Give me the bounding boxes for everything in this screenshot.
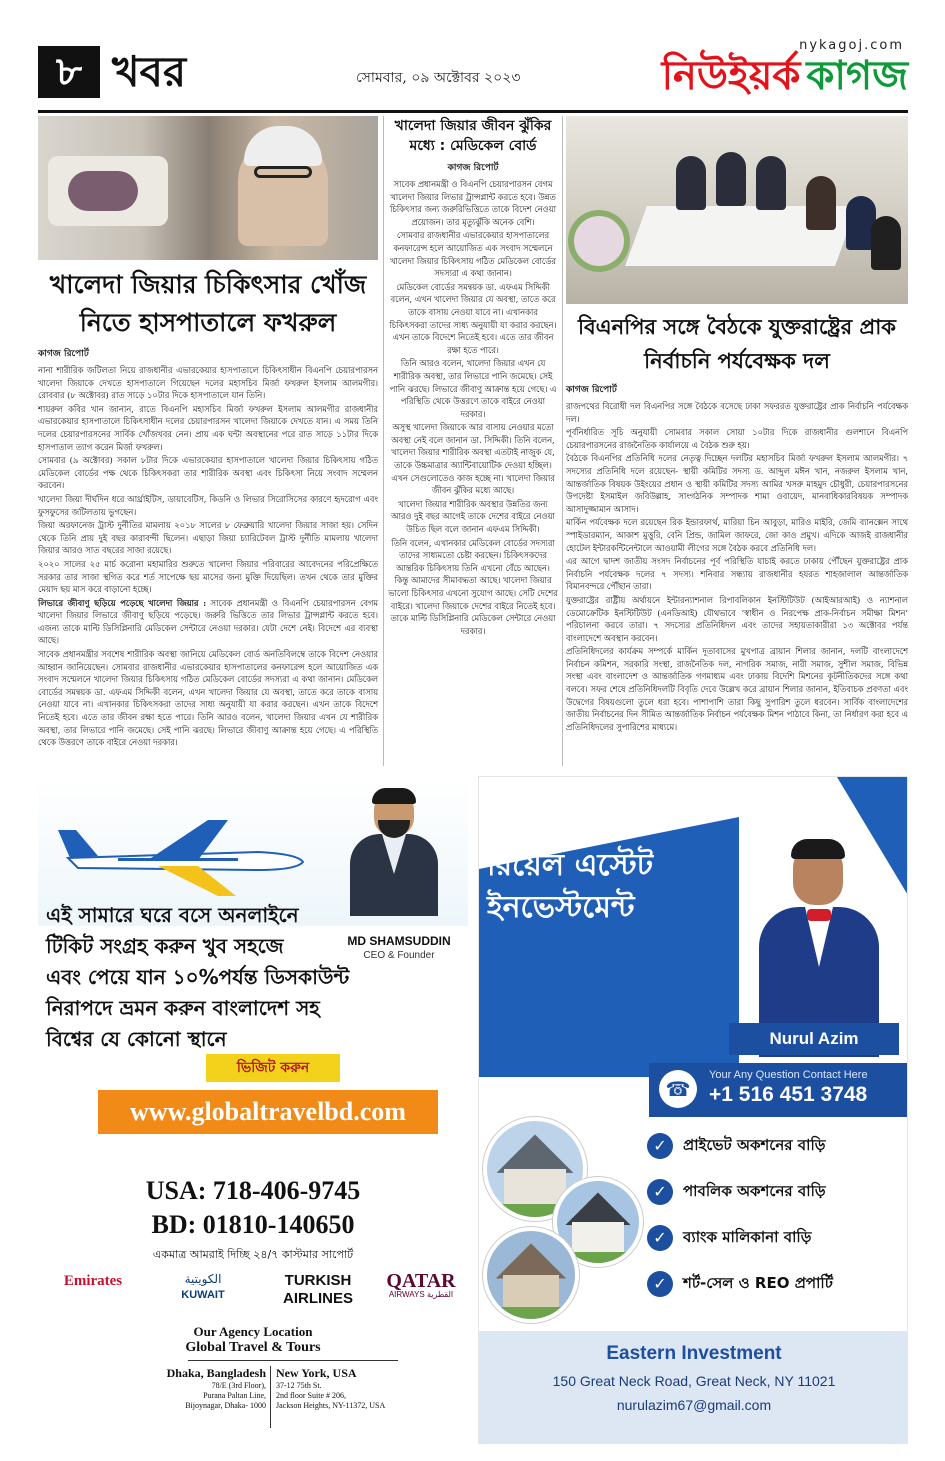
photo-person	[676, 156, 706, 210]
left-subhead-text: সাবেক প্রধানমন্ত্রী ও বিএনপি চেয়ারপারসন বেগম খালেদা জিয়ার লিভারে জীবাণু ছড়িয়ে পড়েছে। জরুরি ভিত্তিতে তার লিভার ট্রান্সপ্লান্ট করতে হবে। এজন্য তাকে মাল্টি ডিসিপ্লিনারি মেডিকেল সেন্টারে নেওয়া দরকার। যেটা দেশে নেই। বিদেশে এর ব্যবস্থা আছে।	[38, 597, 379, 646]
contact-subtitle: Your Any Question Contact Here	[709, 1069, 868, 1081]
middle-headline: খালেদা জিয়ার জীবন ঝুঁকির মধ্যে : মেডিকেল বোর্ড	[394, 118, 552, 154]
right-paragraph: এর আগে দ্বাদশ জাতীয় সংসদ নির্বাচনের পূর্ব পরিস্থিতি যাচাই করতে ঢাকায় পৌঁছেন যুক্তরাষ্ট্রের প্রাক নির্বাচনি পর্যবেক্ষক দলের ৭ সদস্য। শনিবার সন্ধ্যায় রাজধানীর হযরত শাহজালাল আন্তর্জাতিক বিমানবন্দরে পৌঁছান তারা।	[566, 556, 908, 592]
feature-item: ✓ পাবলিক অকশনের বাড়ি	[647, 1173, 907, 1219]
photo-person	[871, 216, 901, 270]
travel-url[interactable]: www.globaltravelbd.com	[98, 1090, 438, 1134]
left-paragraph: খালেদা জিয়া দীর্ঘদিন ধরে আর্থ্রাইটিস, ডায়াবেটিস, কিডনি ও লিভার সিরোসিসের কারণে হৃদরোগ এবং ফুসফুসের জটিলতায় ভুগছেন।	[38, 493, 378, 517]
middle-paragraph: মেডিকেল বোর্ডের সমন্বয়ক ডা. এফএম সিদ্দিকী বলেন, এখন খালেদা জিয়ার যে অবস্থা, তাতে করে তাকে বাসায় নেওয়া যাবে না। এখানকার চিকিৎসকরা তাদের সাধ্য অনুযায়ী যা করার করছেন। এখন তাকে বিদেশে নিতেই হবে। এতে তার জীবন রক্ষা হতে পারে।	[389, 281, 557, 355]
middle-paragraph: তিনি বলেন, এখানকার মেডিকেল বোর্ডের সদস্যরা তাদের সাধ্যমতো চেষ্টা করছেন। চিকিৎসকদের আন্তরিক চিকিৎসায় তিনি এখনো বেঁচে আছেন। কিন্তু আমাদের সীমাবদ্ধতা আছে। খালেদা জিয়ার ভালো চিকিৎসার এখনো সুযোগ আছে। সেটি দেশের বাইরে। খালেদা জিয়াকে দেশের বাইরে নিতেই হবে। তাকে মাল্টি ডিসিপ্লিনারি মেডিকেল সেন্টারে নেওয়া দরকার।	[388, 537, 558, 636]
qatar-logo: QATAR AIRWAYS القطرية	[386, 1270, 456, 1299]
middle-byline: কাগজ রিপোর্ট	[447, 163, 499, 173]
travel-line: বিশ্বের যে কোনো স্থানে	[46, 1027, 227, 1051]
ceo-photo	[338, 788, 448, 918]
realestate-title: রিয়েল এস্টেট ইনভেস্টমেন্ট	[487, 848, 654, 925]
agent-photo	[749, 823, 899, 1057]
left-body	[38, 364, 378, 749]
ceo-hair	[372, 788, 416, 804]
agency-title: Our Agency Location	[193, 1324, 313, 1339]
middle-body	[388, 178, 558, 637]
company-email[interactable]: nurulazim67@gmail.com	[616, 1397, 772, 1413]
check-icon: ✓	[647, 1225, 673, 1251]
middle-paragraph: সাবেক প্রধানমন্ত্রী ও বিএনপি চেয়ারপারসন বেগম খালেদা জিয়ার লিভার ট্রান্সপ্লান্ট করতে হবে। উন্নত চিকিৎসার জন্য জরুরিভিত্তিতে তাকে বিদেশ নেওয়া প্রয়োজন। তার মৃত্যুঝুঁকি অনেক বেশি।	[389, 179, 557, 227]
travel-ad[interactable]	[38, 776, 468, 1444]
check-icon: ✓	[647, 1179, 673, 1205]
right-paragraph: প্রতিনিধিদলের কার্যক্রম সম্পর্কে মার্কিন দূতাবাসের মুখপাত্র ব্রায়ান শিলার জানান, দলটি বাংলাদেশে নির্বাচন কমিশন, সরকারি সংস্থা, রাজনৈতিক দল, নাগরিক সমাজ, নারী সমাজ, সুশীল সমাজ, বিভিন্ন সংস্থা এবং বাংলাদেশ ও আন্তর্জাতিক গণমাধ্যম এবং ঢাকায় বিদেশি মিশনের কূটনীতিকদের সঙ্গে কথা বলবে। সফর শেষে প্রতিনিধিদলটি বিবৃতি দেবে উল্লেখ করে ব্রায়ান শিলার জানান, ইতিবাচক প্রবণতা এবং উদ্বেগের বিষয়গুলো তুলে ধরা হবে। পাশাপাশি তারা কিছু সুপারিশ তুলে ধরবেন। সার্বিক বাংলাদেশের জাতীয় নির্বাচনের দিন সীমিত আন্তর্জাতিক নির্বাচন পর্যবেক্ষক মিশন পাঠাবে কিনা, তা নির্ধারণ করা হবে এ প্রতিনিধিদলের সুপারিশের মাধ্যমে।	[566, 646, 908, 732]
right-paragraph: যুক্তরাষ্ট্রের রাষ্ট্রীয় অর্থায়নে ইন্টারন্যাশনাল রিপাবলিকান ইনস্টিটিউট (আইআরআই) ও ন্যাশনাল ডেমোক্রেটিক ইনস্টিটিউট (এনডিআই) যৌথভাবে ‘স্বাধীন ও নিরপেক্ষ প্রাক-নির্বাচন সমীক্ষা মিশন’ পরিচালনা করবে তারা। ৭ সদস্যের প্রতিনিধিদল এবং তাদের সহায়তাকারীরা ১৩ অক্টোবর পর্যন্ত বাংলাদেশে অবস্থান করবেন।	[566, 594, 908, 643]
right-headline: বিএনপির সঙ্গে বৈঠকে যুক্তরাষ্ট্রের প্রাক নির্বাচনি পর্যবেক্ষক দল	[577, 315, 896, 373]
left-subhead: লিভারে জীবাণু ছড়িয়ে পড়েছে খালেদা জিয়ার :	[38, 597, 207, 608]
section-title: খবর	[112, 47, 187, 96]
feature-item: ✓ প্রাইভেট অকশনের বাড়ি	[647, 1127, 907, 1173]
photo-patient	[68, 171, 138, 211]
right-paragraph: পূর্বনির্ধারিত সূচি অনুযায়ী সোমবার সকাল সোয়া ১০টার দিকে রাজধানীর গুলশানে বিএনপি চেয়ারপারসনের রাজনৈতিক কার্যালয়ে এ বৈঠক শুরু হয়।	[566, 427, 908, 450]
meeting-photo	[566, 116, 908, 304]
logo-part-1: নিউইয়র্ক	[661, 53, 801, 99]
right-paragraph: বৈঠকে বিএনপির প্রতিনিধি দলের নেতৃত্ব দিচ্ছেন দলটির মহাসচিব মির্জা ফখরুল ইসলাম আলমগীর। ৭ সদস্যের প্রতিনিধি দলে রয়েছেন- স্থায়ী কমিটির সদস্য ড. আব্দুল মঈন খান, নজরুল ইসলাম খান, আন্তর্জাতিক বিষয়ক উইংয়ের প্রধান ও স্থায়ী কমিটির সদস্য আমির খসরু মাহমুদ চৌধুরী, চেয়ারপারসনের উপদেষ্টা ইসমাইল জবিউল্লাহ, সাংগঠনিক সম্পাদক শামা ওবায়েদ, মানবাধিকারবিষয়ক সম্পাদক আসাদুজ্জামান আসাদ।	[566, 453, 908, 514]
hospital-photo	[38, 116, 378, 260]
phone-bd: BD: 01810-140650	[151, 1210, 355, 1239]
company-address: 150 Great Neck Road, Great Neck, NY 11021	[552, 1373, 836, 1389]
company-name: Eastern Investment	[606, 1343, 782, 1364]
photo-person	[806, 176, 836, 230]
left-paragraph: নানা শারীরিক জটিলতা নিয়ে রাজধানীর এভারকেয়ার হাসপাতালে চিকিৎসাধীন বিএনপি চেয়ারপারসন খালেদা জিয়াকে দেখতে হাসপাতালে গিয়েছেন দলের মহাসচিব মির্জা ফখরুল ইসলাম আলমগীর। রোববার (৮ অক্টোবর) রাত সাড়ে ১০টার দিকে হাসপাতালে যান তিনি।	[38, 365, 378, 401]
travel-line: এই সামারে ঘরে বসে অনলাইনে	[46, 903, 299, 927]
left-paragraph: সোমবার (৯ অক্টোবর) সকাল ৮টার দিকে এভারকেয়ার হাসপাতালে খালেদা জিয়ার চিকিৎসায় গঠিত মেডিকেল বোর্ডের পক্ষ থেকে চিকিৎসকরা তার শারীরিক অবস্থা এবং চিকিৎসা নিয়ে সংবাদ সম্মেলন করবেন।	[38, 455, 378, 491]
airplane-icon	[58, 800, 308, 900]
support-text: একমাত্র আমরাই দিচ্ছি ২৪/৭ কাস্টমার সাপোর্ট	[152, 1248, 354, 1261]
right-paragraph: মার্কিন পর্যবেক্ষক দলে রয়েছেন রিক ইন্ডারফার্থ, মারিয়া চিন আবুড়া, মারিও মাইরি, জেমি ব্যানক্সেন সাথে স্পাইডারম্যান, আকাশ মুত্তুরি, বেনি প্রিন্ড, জামিল জাফরে, জো কাও প্রমুখ। এদিকে আজই রাজধানীর হোটেল ইন্টারকন্টিনেন্টালে আওয়ামী লীগের সঙ্গে বৈঠক করবে প্রতিনিধি দল।	[566, 517, 908, 553]
feature-list	[647, 1127, 907, 1311]
photo-person	[756, 156, 786, 210]
left-paragraph: শায়রুল কবির খান জানান, রাতে বিএনপি মহাসচিব মির্জা ফখরুল ইসলাম আলমগীর রাজধানীর এভারকেয়ার হাসপাতালে চিকিৎসাধীন দলের চেয়ারপারসন খালেদা জিয়াকে দেখতে যান। এ সময় তিনি দলের চেয়ারপারসনের সার্বিক খোঁজখবর নেন। প্রায় এক ঘন্টা অবস্থানের পরে রাত সাড়ে ১১টার দিকে হাসপাতাল ত্যাগ করেন মির্জা ফখরুল।	[38, 403, 378, 452]
office-usa: New York, USA 37-12 75th St. 2nd floor Suite # 206, Jackson Heights, NY-11372, USA	[276, 1366, 386, 1410]
left-article	[38, 116, 378, 750]
check-icon: ✓	[647, 1133, 673, 1159]
feature-item: ✓ শর্ট-সেল ও REO প্রপার্টি	[647, 1265, 907, 1311]
travel-line: এবং পেয়ে যান ১০%পর্যন্ত ডিসকাউন্ট	[46, 965, 350, 989]
middle-paragraph: সোমবার রাজধানীর এভারকেয়ার হাসপাতালের কনফারেন্স হলে আয়োজিত এক সংবাদ সম্মেলনে খালেদা জিয়ার চিকিৎসায় গঠিত মেডিকেল বোর্ডের সদস্যরা এ কথা জানান।	[390, 230, 556, 279]
travel-line: টিকিট সংগ্রহ করুন খুব সহজে	[46, 934, 284, 958]
visit-button[interactable]: ভিজিট করুন	[206, 1054, 340, 1082]
column-divider	[383, 116, 384, 766]
airline-logos	[48, 1272, 468, 1322]
agent-bowtie	[807, 909, 831, 921]
phone-icon: ☎	[659, 1070, 697, 1108]
office-bangladesh: Dhaka, Bangladesh 78/E (3rd Floor), Purana Paltan Line, Bijoynagar, Dhaka- 1000	[166, 1366, 266, 1410]
left-paragraph: ২০২০ সালের ২৫ মার্চ করোনা মহামারির শুরুতে খালেদা জিয়ার পরিবারের আবেদনের পরিপ্রেক্ষিতে সরকার তার সাজা স্থগিত করে শর্ত সাপেক্ষে ছয় মাসের জন্য মুক্তি দিয়েছিল। তখন থেকে তার মুক্তির মেয়াদ ছয় মাস করে বাড়ানো হচ্ছে।	[38, 558, 378, 595]
contact-phone[interactable]: +1 516 451 3748	[709, 1083, 868, 1106]
left-paragraph: সাবেক প্রধানমন্ত্রীর সবশেষ শারীরিক অবস্থা জানিয়ে মেডিকেল বোর্ড অনতিবিলম্বে তাকে বিদেশ নেওয়ার আহ্বান জানিয়েছেন। সোমবার রাজধানীর এভারকেয়ার হাসপাতালের কনফারেন্স হলে আয়োজিত এক সংবাদ সম্মেলনে খালেদা জিয়ার চিকিৎসায় গঠিত মেডিকেল বোর্ডের সদস্যরা এ কথা জানান। মেডিকেল বোর্ডের সমন্বয়ক ডা. এফএম সিদ্দিকী বলেন, এখন খালেদা জিয়ার যে অবস্থা, তাতে করে তাকে বাসায় নেওয়া যাবে না। এখানকার চিকিৎসকরা তাদের সাধ্য অনুযায়ী যা করার করছেন। এখন তাকে বিদেশে নিতেই হবে। এতে তার জীবন রক্ষা হতে পারে। তিনি আরও বলেন, খালেদা জিয়ার এখন যে শারীরিক অবস্থা, তার লিভারে পানি জমেছে। সেই পানি ঝরছে। লিভারে জীবাণু আক্রান্ত হয়ে গেছে। এ পরিস্থিতি থেকে উত্তরণে তাকে বাইরে নেওয়া দরকার।	[38, 649, 378, 748]
masthead-rule	[38, 110, 908, 113]
contact-bar[interactable]	[649, 1063, 908, 1117]
middle-article	[388, 116, 558, 638]
right-body	[566, 400, 908, 733]
photo-man-hair	[244, 126, 322, 166]
agency-divider	[188, 1360, 398, 1361]
left-byline: কাগজ রিপোর্ট	[38, 349, 89, 359]
right-byline: কাগজ রিপোর্ট	[566, 385, 617, 395]
photo-glasses	[254, 166, 312, 178]
realestate-banner	[479, 777, 908, 1055]
newspaper-logo	[662, 52, 908, 100]
right-paragraph: রাজপথের বিরোধী দল বিএনপির সঙ্গে বৈঠকে বসেছে ঢাকা সফররত যুক্তরাষ্ট্রের প্রাক নির্বাচনি পর্যবেক্ষক দল।	[566, 401, 908, 424]
agent-hair	[791, 839, 845, 859]
realestate-ad[interactable]	[478, 776, 908, 1444]
office-divider	[270, 1366, 271, 1428]
turkish-logo: TURKISH AIRLINES	[282, 1272, 353, 1307]
agency-name: Global Travel & Tours	[185, 1340, 321, 1355]
realestate-footer	[479, 1331, 908, 1444]
travel-ad-copy	[46, 900, 349, 1055]
house-photos	[483, 1117, 633, 1327]
page-number: ৮	[38, 46, 100, 98]
phone-usa: USA: 718-406-9745	[145, 1176, 361, 1205]
masthead	[38, 40, 908, 106]
check-icon: ✓	[647, 1271, 673, 1297]
middle-paragraph: তিনি আরও বলেন, খালেদা জিয়ার এখন যে শারীরিক অবস্থা, তার লিভারে পানি জমেছে। সেই পানি ঝরছে। লিভারে জীবাণু আক্রান্ত হয়ে গেছে। এ পরিস্থিতি থেকে উত্তরণে তাকে বাইরে নেওয়া দরকার।	[389, 358, 557, 419]
emirates-logo: Emirates	[63, 1273, 123, 1289]
middle-paragraph: অসুস্থ খালেদা জিয়াকে আর বাসায় নেওয়ার মতো অবস্থা নেই বলে জানান ডা. সিদ্দিকী। তিনি বলেন, খালেদা জিয়ার শারীরিক অবস্থা এতটাই নাজুক যে, তাকে উচ্চমাত্রার অ্যান্টিবায়োটিক দেওয়া হচ্ছিল। এখন সেগুলোতেও কাজ হচ্ছে না। খালেদা জিয়ার জীবন ঝুঁকির মধ্যে আছে।	[391, 422, 555, 496]
kuwait-logo: الكويتية KUWAIT	[181, 1272, 225, 1301]
ceo-name: MD SHAMSUDDIN	[347, 934, 451, 948]
middle-paragraph: খালেদা জিয়ার শারীরিক অবস্থার উন্নতির জন্য আরও দুই বছর আগেই তাকে দেশের বাইরে নেওয়া উচিত ছিল বলে জানান এফএম সিদ্দিকী।	[391, 498, 555, 535]
issue-date: সোমবার, ০৯ অক্টোবর ২০২৩	[356, 70, 521, 86]
column-divider	[562, 116, 563, 766]
left-subhead-paragraph	[38, 597, 378, 647]
logo-part-2: কাগজ	[806, 53, 908, 99]
left-paragraph: জিয়া অরফানেজ ট্রাস্ট দুর্নীতির মামলায় ২০১৮ সালের ৮ ফেব্রুয়ারি খালেদা জিয়ার সাজা হয়। সেদিন থেকে তিনি প্রায় দুই বছর কারাবন্দী ছিলেন। এছাড়া জিয়া চ্যারিটেবল ট্রাস্ট দুর্নীতি মামলায় খালেদা জিয়ার আরও সাত বছরের সাজা রয়েছে।	[38, 520, 378, 556]
photo-flowers	[574, 216, 624, 266]
site-url[interactable]: nykagoj.com	[799, 38, 904, 53]
right-article	[566, 116, 908, 734]
ceo-title: CEO & Founder	[363, 950, 435, 961]
left-headline: খালেদা জিয়ার চিকিৎসার খোঁজ নিতে হাসপাতালে ফখরুল	[49, 270, 367, 337]
house-photo	[483, 1227, 579, 1323]
travel-line: নিরাপদে ভ্রমন করুন বাংলাদেশ সহ	[46, 996, 320, 1020]
agent-name: Nurul Azim	[729, 1023, 899, 1055]
feature-item: ✓ ব্যাংক মালিকানা বাড়ি	[647, 1219, 907, 1265]
photo-person	[716, 152, 746, 206]
